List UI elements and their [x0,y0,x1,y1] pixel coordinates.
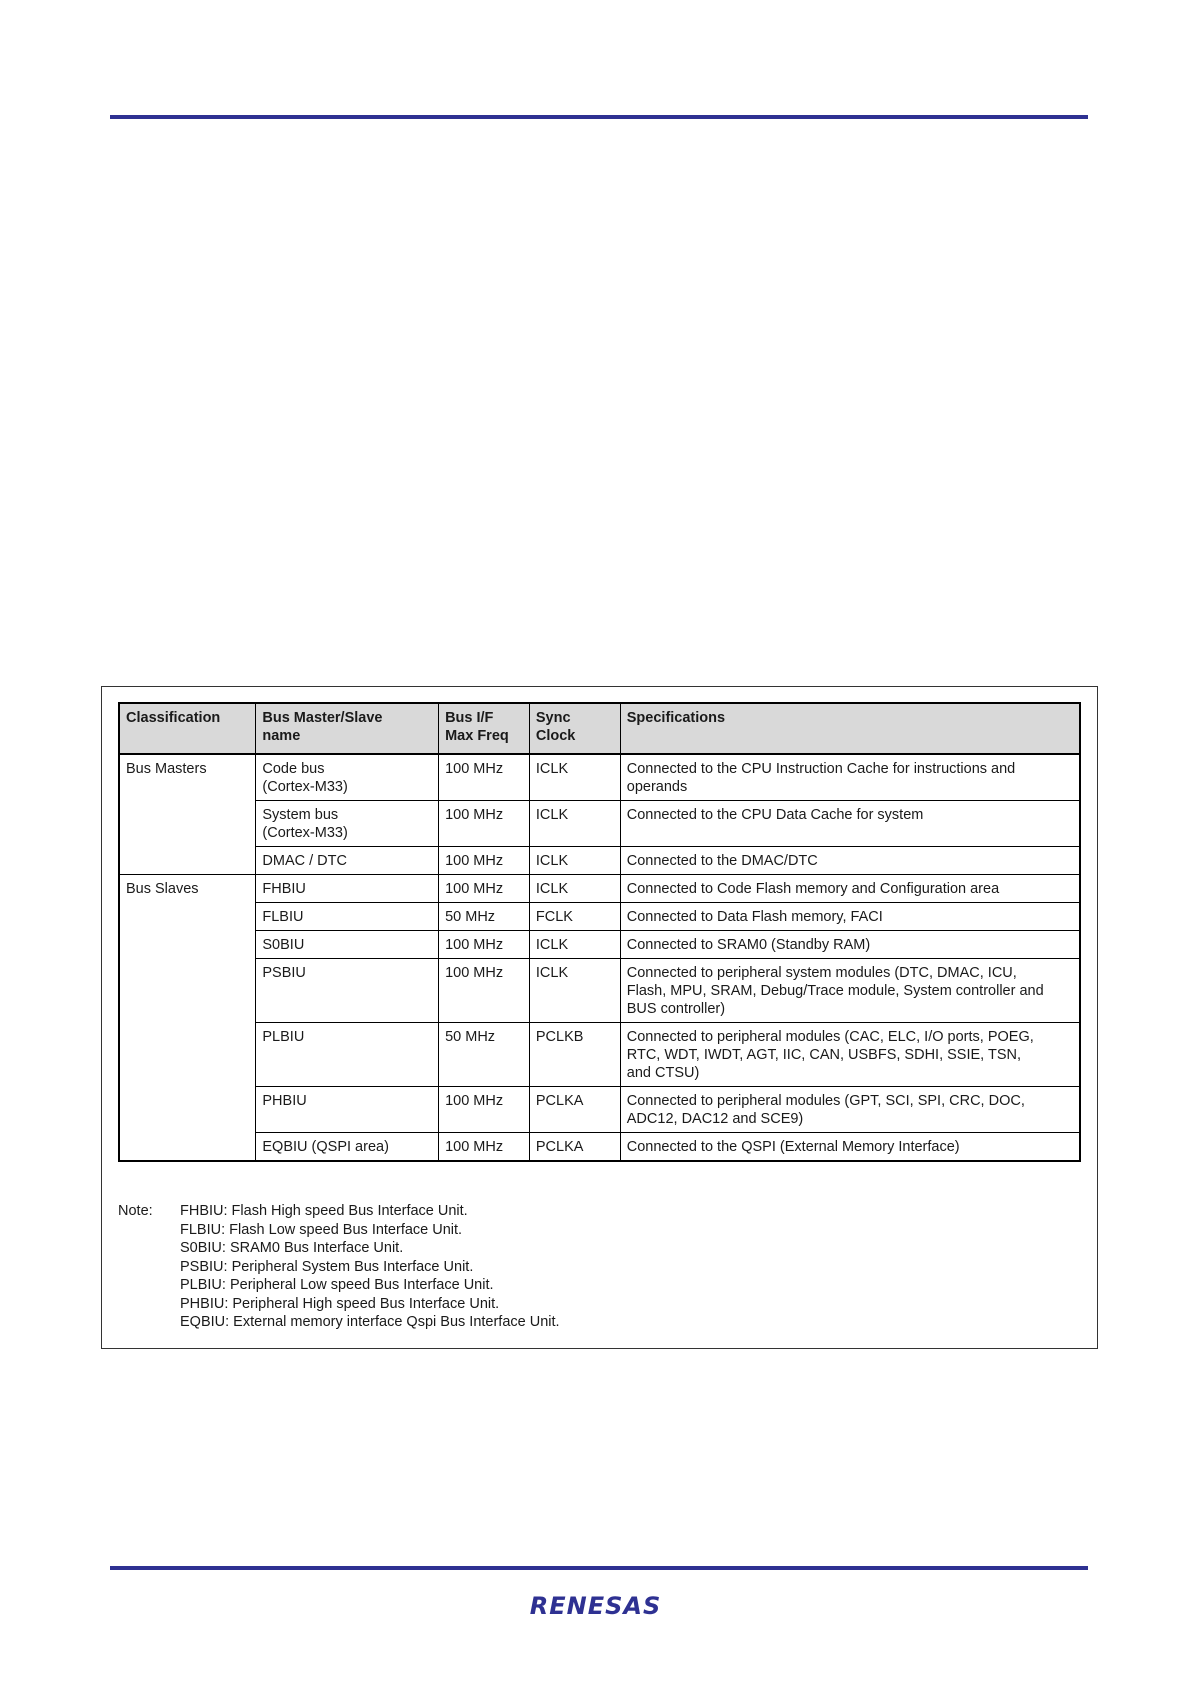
footer-rule [110,1566,1088,1570]
note-lines [180,1202,780,1332]
cell-max-freq: 100 MHz [439,1133,530,1162]
cell-bus-name: PLBIU [256,1023,439,1087]
cell-bus-name: System bus (Cortex-M33) [256,801,439,847]
cell-specification: Connected to the CPU Instruction Cache for instructions and operands [620,754,1080,801]
cell-max-freq: 100 MHz [439,847,530,875]
header-rule [110,115,1088,119]
cell-bus-name: DMAC / DTC [256,847,439,875]
table-row [119,754,1080,801]
cell-sync-clock: ICLK [529,959,620,1023]
table-row [119,931,1080,959]
cell-specification: Connected to peripheral modules (CAC, ELC, I/O ports, POEG, RTC, WDT, IWDT, AGT, IIC, CAN, USBFS, SDHI, SSIE, TSN, and CTSU) [620,1023,1080,1087]
header-max-freq: Bus I/F Max Freq [439,703,530,754]
cell-max-freq: 50 MHz [439,1023,530,1087]
cell-sync-clock: FCLK [529,903,620,931]
cell-specification: Connected to Code Flash memory and Configuration area [620,875,1080,903]
note-line: FLBIU: Flash Low speed Bus Interface Unit. [180,1221,463,1238]
cell-specification: Connected to the DMAC/DTC [620,847,1080,875]
cell-max-freq: 100 MHz [439,875,530,903]
header-bus-name: Bus Master/Slave name [256,703,439,754]
cell-bus-name: S0BIU [256,931,439,959]
table-header-row [119,703,1080,754]
cell-bus-name: EQBIU (QSPI area) [256,1133,439,1162]
table-row [119,903,1080,931]
cell-classification: Bus Slaves [119,875,256,1162]
table-row [119,1133,1080,1162]
renesas-logo: RENESAS [529,1592,662,1620]
table-figure [101,686,1098,1349]
cell-sync-clock: PCLKA [529,1087,620,1133]
cell-max-freq: 100 MHz [439,801,530,847]
header-sync-clock: Sync Clock [529,703,620,754]
cell-bus-name: PHBIU [256,1087,439,1133]
table-row [119,801,1080,847]
cell-max-freq: 100 MHz [439,754,530,801]
note-line: EQBIU: External memory interface Qspi Bus Interface Unit. [180,1314,560,1330]
cell-specification: Connected to Data Flash memory, FACI [620,903,1080,931]
cell-max-freq: 100 MHz [439,959,530,1023]
cell-bus-name: FHBIU [256,875,439,903]
cell-sync-clock: ICLK [529,875,620,903]
cell-max-freq: 50 MHz [439,903,530,931]
cell-sync-clock: ICLK [529,754,620,801]
table-row [119,959,1080,1023]
cell-bus-name: Code bus (Cortex-M33) [256,754,439,801]
cell-sync-clock: PCLKB [529,1023,620,1087]
cell-specification: Connected to SRAM0 (Standby RAM) [620,931,1080,959]
table-row [119,847,1080,875]
cell-specification: Connected to peripheral modules (GPT, SCI, SPI, CRC, DOC, ADC12, DAC12 and SCE9) [620,1087,1080,1133]
cell-specification: Connected to peripheral system modules (DTC, DMAC, ICU, Flash, MPU, SRAM, Debug/Trace module, System controller and BUS controller) [620,959,1080,1023]
note-line: PSBIU: Peripheral System Bus Interface Unit. [180,1258,474,1275]
table-row [119,1087,1080,1133]
note-line: PHBIU: Peripheral High speed Bus Interface Unit. [180,1295,500,1312]
note-label: Note: [118,1203,153,1219]
bus-table [118,702,1081,1162]
cell-classification: Bus Masters [119,754,256,875]
cell-specification: Connected to the CPU Data Cache for system [620,801,1080,847]
table-row [119,875,1080,903]
note-line: FHBIU: Flash High speed Bus Interface Unit. [180,1203,468,1219]
cell-sync-clock: PCLKA [529,1133,620,1162]
cell-sync-clock: ICLK [529,847,620,875]
note-line: PLBIU: Peripheral Low speed Bus Interface Unit. [180,1277,494,1293]
cell-sync-clock: ICLK [529,931,620,959]
cell-max-freq: 100 MHz [439,1087,530,1133]
table-row [119,1023,1080,1087]
cell-specification: Connected to the QSPI (External Memory Interface) [620,1133,1080,1162]
cell-bus-name: PSBIU [256,959,439,1023]
header-classification: Classification [119,703,256,754]
note-line: S0BIU: SRAM0 Bus Interface Unit. [180,1240,404,1256]
cell-sync-clock: ICLK [529,801,620,847]
header-specifications: Specifications [620,703,1080,754]
cell-max-freq: 100 MHz [439,931,530,959]
cell-bus-name: FLBIU [256,903,439,931]
